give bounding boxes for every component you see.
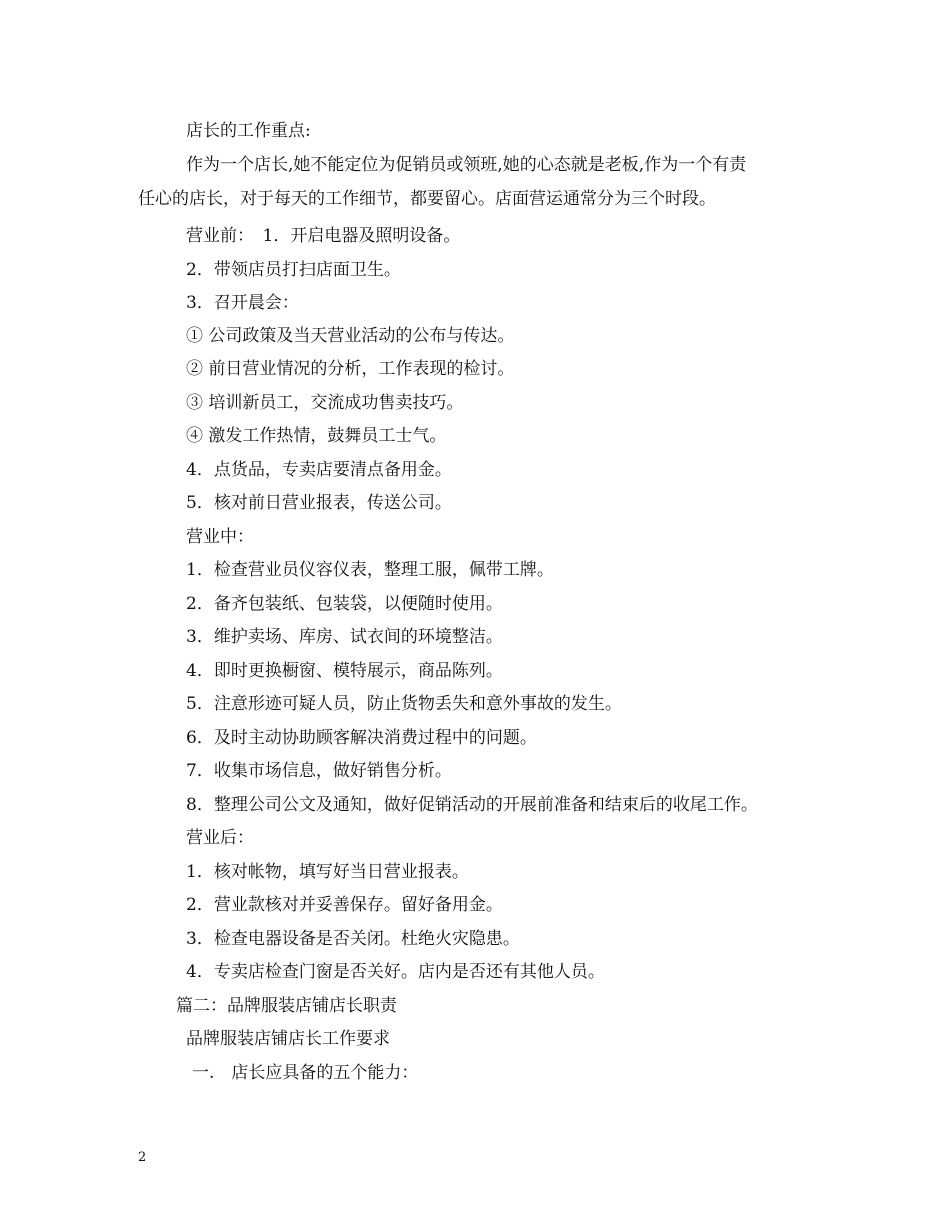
sub-list-item: ① 公司政策及当天营业活动的公布与传达。: [186, 326, 515, 346]
list-item: 3．召开晨会：: [186, 293, 299, 313]
list-item: 2．带领店员打扫店面卫生。: [186, 260, 401, 280]
paragraph-line: 任心的店长，对于每天的工作细节，都要留心。店面营运通常分为三个时段。: [138, 189, 716, 209]
paragraph-line: 作为一个店长,她不能定位为促销员或领班,她的心态就是老板,作为一个有责: [186, 155, 747, 175]
list-item: 4．点货品，专卖店要清点备用金。: [186, 460, 452, 480]
section-after-business: 营业后：: [186, 828, 254, 848]
section-title: 品牌服装店铺店长工作要求: [186, 1029, 390, 1049]
list-item: 8．整理公司公文及通知，做好促销活动的开展前准备和结束后的收尾工作。: [186, 795, 758, 815]
list-item: 5．核对前日营业报表，传送公司。: [186, 493, 452, 513]
list-item: 1．检查营业员仪容仪表，整理工服，佩带工牌。: [186, 560, 554, 580]
list-item: 2．营业款核对并妥善保存。留好备用金。: [186, 895, 503, 915]
list-item: 7．收集市场信息，做好销售分析。: [186, 761, 452, 781]
list-item: 2．备齐包装纸、包装袋，以便随时使用。: [186, 594, 503, 614]
section-during-business: 营业中：: [186, 527, 254, 547]
page-number: 2: [138, 1150, 147, 1165]
list-item: 5．注意形迹可疑人员，防止货物丢失和意外事故的发生。: [186, 694, 622, 714]
list-item: 4．即时更换橱窗、模特展示，商品陈列。: [186, 661, 503, 681]
list-item: 1．核对帐物，填写好当日营业报表。: [186, 862, 469, 882]
list-item: 6．及时主动协助顾客解决消费过程中的问题。: [186, 728, 537, 748]
section-title: 一. 店长应具备的五个能力：: [192, 1063, 419, 1083]
sub-list-item: ③ 培训新员工，交流成功售卖技巧。: [186, 393, 464, 413]
chapter-title: 篇二：品牌服装店铺店长职责: [176, 996, 397, 1016]
section-before-business: 营业前： 1．开启电器及照明设备。: [186, 226, 461, 246]
list-item: 3．检查电器设备是否关闭。杜绝火灾隐患。: [186, 929, 520, 949]
sub-list-item: ② 前日营业情况的分析，工作表现的检讨。: [186, 359, 515, 379]
list-item: 4．专卖店检查门窗是否关好。店内是否还有其他人员。: [186, 962, 605, 982]
heading-store-manager-focus: 店长的工作重点:: [186, 121, 311, 141]
sub-list-item: ④ 激发工作热情，鼓舞员工士气。: [186, 426, 447, 446]
list-item: 3．维护卖场、库房、试衣间的环境整洁。: [186, 627, 503, 647]
